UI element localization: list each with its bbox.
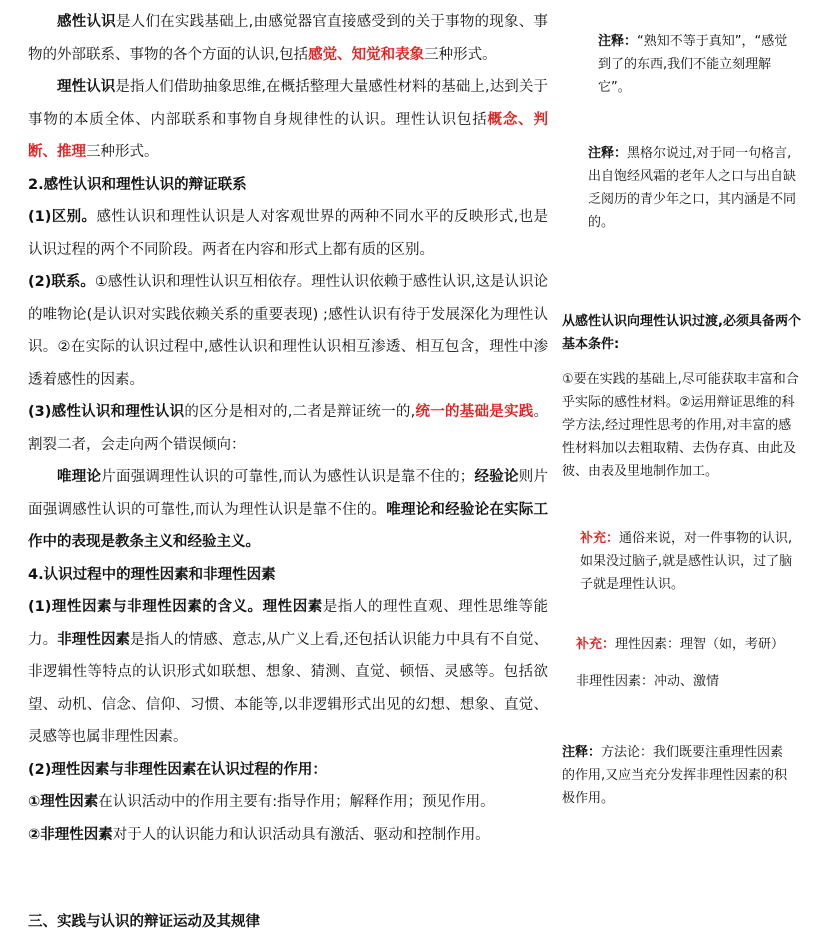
side-note-1 xyxy=(598,30,792,99)
p5-text: 的区分是相对的,二者是辩证统一的, xyxy=(184,404,416,420)
p6-text1: 片面强调理性认识的可靠性,而认为感性认识是靠不住的； xyxy=(101,469,475,485)
paragraph-dialectical-unity xyxy=(28,396,548,461)
p7-text1: 是指人的理性直观、理性思维等能力。 xyxy=(28,599,549,648)
chapter-heading-3: 三、实践与认识的辩证运动及其规律 xyxy=(28,914,260,930)
paragraph-factor-role: (2)理性因素与非理性因素在认识过程的作用： xyxy=(28,761,327,778)
p1-tail: 三种形式。 xyxy=(424,46,497,63)
p5-red: 统一的基础是实践 xyxy=(415,404,534,420)
paragraph-nonrational-role xyxy=(28,819,548,852)
term-nonrational-factor: 非理性因素 xyxy=(57,631,131,648)
p3-label: (1)区别。 xyxy=(28,209,97,225)
paragraph-rational-knowledge xyxy=(28,71,548,169)
p1-text: 是人们在实践基础上,由感觉器官直接感受到的关于事物的现象、事物的外部联系、事物的各个方面的认识,包括 xyxy=(28,14,549,63)
note2-text: 黑格尔说过,对于同一句格言,出自饱经风霜的老年人之口与出自缺乏阅历的青少年之口，其内涵是不同的。 xyxy=(588,146,797,230)
p7-text2: 是指人的情感、意志,从广义上看,还包括认识能力中具有不自觉、非逻辑性等特点的认识形式如联想、想象、猜测、直觉、顿悟、灵感等。包括欲望、动机、信念、信仰、习惯、本能等,以非逻辑形式出见的幻想、想象、直觉、灵感等也属非理性因素。 xyxy=(28,631,549,745)
note5-text2: 非理性因素：冲动、激情 xyxy=(576,674,720,689)
p5-label: (3)感性认识和理性认识 xyxy=(28,404,185,420)
side-note-2 xyxy=(588,142,800,234)
term-rationalism: 唯理论 xyxy=(57,469,102,485)
side-note-5 xyxy=(576,633,806,693)
p2-text: 是指人们借助抽象思维,在概括整理大量感性材料的基础上,达到关于事物的本质全体、内部联系和事物自身规律性的认识。理性认识包括 xyxy=(28,79,549,128)
p6-bold-tail: 唯理论和经验论在实际工作中的表现是教条主义和经验主义。 xyxy=(28,501,549,550)
note2-label: 注释： xyxy=(588,146,628,161)
note6-label: 注释： xyxy=(562,745,602,760)
note3-text: ①要在实践的基础上,尽可能获取丰富和合乎实际的感性材料。②运用辩证思维的科学方法,经过理性思考的作用,对丰富的感性材料加以去粗取精、去伪存真、由此及彼、由表及里地制作加工。 xyxy=(562,372,799,479)
note4-label: 补充： xyxy=(580,531,620,546)
p4-label: (2)联系。 xyxy=(28,274,95,290)
side-note-3 xyxy=(562,310,802,483)
main-column xyxy=(28,6,548,851)
term-perceptual: 感性认识 xyxy=(57,14,116,30)
paragraph-rationalism-empiricism xyxy=(28,461,548,559)
p9-label: ①理性因素 xyxy=(28,794,99,810)
paragraph-connection xyxy=(28,266,548,396)
term-rational: 理性认识 xyxy=(57,79,116,95)
term-rational-factor: 理性因素 xyxy=(262,599,323,615)
p6-text2: 则片面强调感性认识的可靠性,而认为理性认识是靠不住的。 xyxy=(28,469,549,518)
note6-text: 方法论：我们既要注重理性因素的作用,又应当充分发挥非理性因素的积极作用。 xyxy=(562,745,788,806)
paragraph-rational-role xyxy=(28,786,548,819)
p4-text: ①感性认识和理性认识互相依存。理性认识依赖于感性认识,这是认识论的唯物论(是认识对实践依赖关系的重要表现) ;感性认识有待于发展深化为理性认识。②在实际的认识过程中,感性认识和理性认识相互渗透、相互包含，理性中渗透着感性的因素。 xyxy=(28,274,548,388)
p10-label: ②非理性因素 xyxy=(28,826,113,843)
section-heading-4: 4.认识过程中的理性因素和非理性因素 xyxy=(28,566,276,583)
p2-red: 概念、判断、推理 xyxy=(28,111,549,160)
note5-label: 补充： xyxy=(576,637,616,652)
section-heading-2: 2.感性认识和理性认识的辩证联系 xyxy=(28,176,247,193)
term-empiricism: 经验论 xyxy=(474,469,519,485)
note5-text: 理性因素：理智（如，考研） xyxy=(615,637,785,652)
paragraph-difference xyxy=(28,201,548,266)
side-note-6 xyxy=(562,741,794,810)
p5-tail: 。割裂二者，会走向两个错误倾向： xyxy=(28,404,549,453)
paragraph-factor-meaning xyxy=(28,591,548,754)
note3-title: 从感性认识向理性认识过渡,必须具备两个基本条件: xyxy=(562,314,801,352)
note1-text: “熟知不等于真知”，“感觉到了的东西,我们不能立刻理解它”。 xyxy=(598,34,788,95)
p3-text: 感性认识和理性认识是人对客观世界的两种不同水平的反映形式,也是认识过程的两个不同阶段。两者在内容和形式上都有质的区别。 xyxy=(28,209,548,258)
p2-tail: 三种形式。 xyxy=(86,144,159,160)
p1-red: 感觉、知觉和表象 xyxy=(308,46,425,63)
p10-text: 对于人的认识能力和认识活动具有激活、驱动和控制作用。 xyxy=(112,826,490,843)
paragraph-perceptual-knowledge xyxy=(28,6,548,71)
p9-text: 在认识活动中的作用主要有:指导作用；解释作用；预见作用。 xyxy=(98,794,495,810)
note4-text: 通俗来说，对一件事物的认识,如果没过脑子,就是感性认识，过了脑子就是理性认识。 xyxy=(580,531,793,592)
side-note-4 xyxy=(580,527,794,596)
p7-label: (1)理性因素与非理性因素的含义。 xyxy=(28,599,263,615)
note1-label: 注释： xyxy=(598,34,638,49)
